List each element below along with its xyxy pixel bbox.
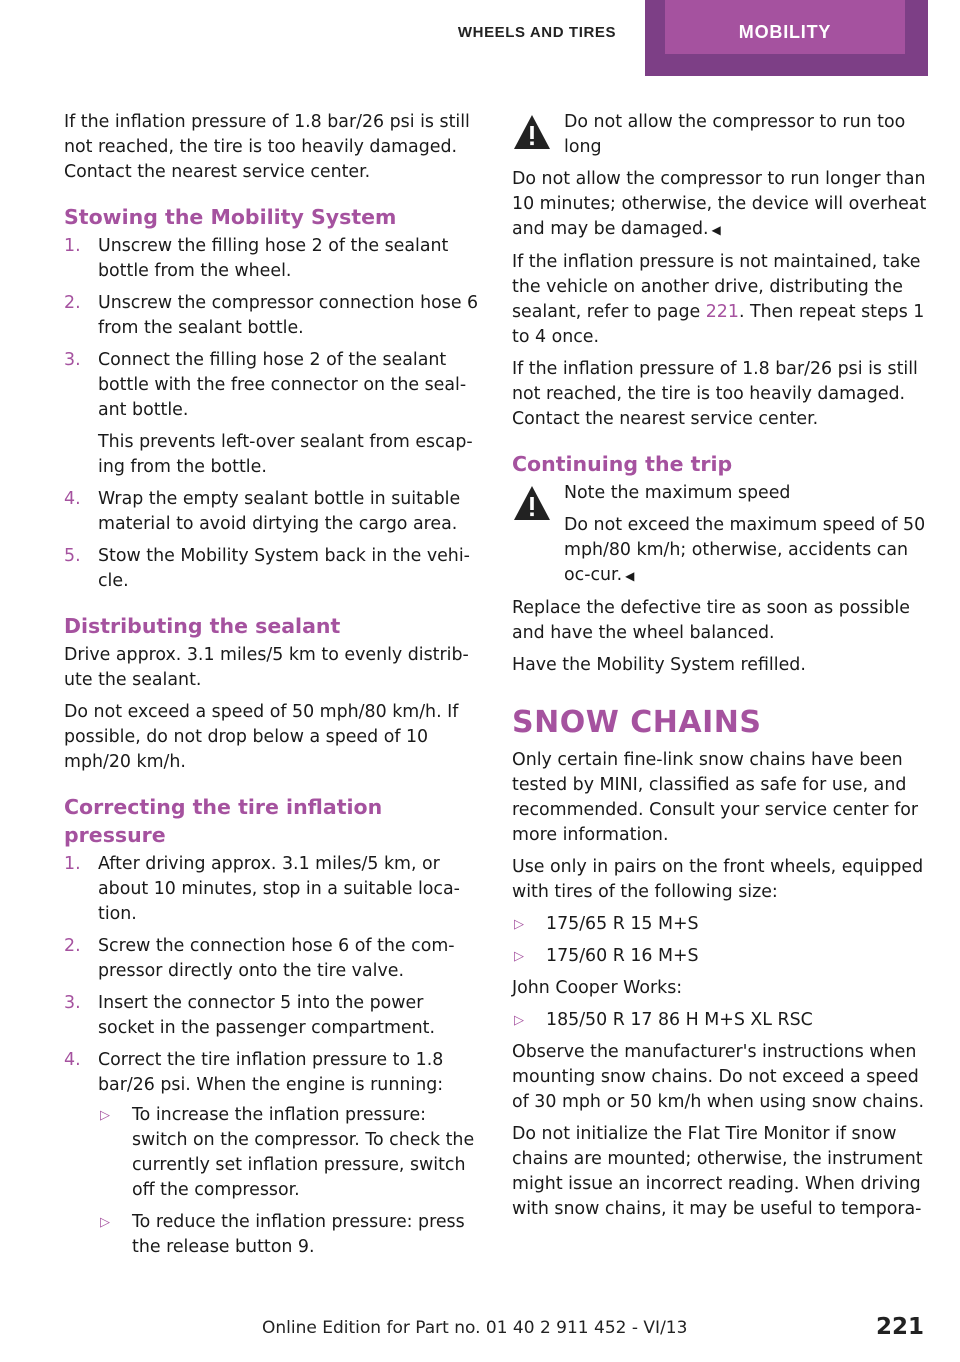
warning-body-first-line: Do not exceed the maximum speed of 50 mph/80 km/h; otherwise, accidents can oc-cur. ◀ (564, 515, 926, 585)
correcting-steps (64, 852, 484, 1260)
step-text: Screw the connection hose 6 of the com-pressor directly onto the tire valve. (98, 936, 455, 981)
step-number: 1. (64, 236, 81, 256)
flat-tire-monitor-paragraph: Do not initialize the Flat Tire Monitor if snow chains are mounted; otherwise, the instrument might issue an incorrect reading. When driving with snow chains, it may be useful to tempora- (512, 1124, 923, 1219)
intro-paragraph: If the inflation pressure of 1.8 bar/26 psi is still not reached, the tire is too heavily damaged. Contact the nearest service center. (64, 112, 470, 182)
list-item (98, 1210, 484, 1260)
step-number: 4. (64, 1050, 81, 1070)
list-item (64, 852, 484, 927)
step-text: After driving approx. 3.1 miles/5 km, or about 10 minutes, stop in a suitable loca-tion. (98, 854, 460, 924)
list-item (64, 487, 484, 537)
page-reference-link[interactable]: 221 (705, 302, 739, 322)
end-mark-icon: ◀ (711, 223, 721, 237)
list-item (64, 544, 484, 594)
bullet-triangle-icon: ▷ (100, 1215, 110, 1230)
compressor-warning (512, 110, 930, 243)
snow-chains-heading: SNOW CHAINS (512, 705, 762, 740)
warning-title: Note the maximum speed (564, 483, 791, 503)
distributing-paragraph: Drive approx. 3.1 miles/5 km to evenly distrib-ute the sealant. (64, 645, 469, 690)
step-number: 3. (64, 993, 81, 1013)
step-number: 1. (64, 854, 81, 874)
snow-chains-use: Use only in pairs on the front wheels, equipped with tires of the following size: (512, 857, 924, 902)
substep-text: To increase the inflation pressure: switch on the compressor. To check the currently set inflation pressure, switch off the compressor. (132, 1105, 475, 1200)
tire-size: 175/65 R 15 M+S (546, 914, 699, 934)
replace-tire-paragraph: Replace the defective tire as soon as possible and have the wheel balanced. (512, 598, 910, 643)
list-item (64, 234, 484, 284)
pressure-substeps (98, 1103, 484, 1260)
step-text: Correct the tire inflation pressure to 1.8 bar/26 psi. When the engine is running: (98, 1050, 444, 1095)
end-mark-icon: ◀ (625, 569, 635, 583)
stowing-heading: Stowing the Mobility System (64, 205, 397, 229)
step-text: Unscrew the compressor connection hose 6 from the sealant bottle. (98, 293, 479, 338)
refill-paragraph: Have the Mobility System refilled. (512, 655, 806, 675)
list-item (512, 1008, 930, 1033)
bullet-triangle-icon: ▷ (100, 1108, 110, 1123)
step-text: Connect the filling hose 2 of the sealant bottle with the free connector on the seal-ant bottle. (98, 350, 467, 420)
edition-footer: Online Edition for Part no. 01 40 2 911 452 - VI/13 (262, 1318, 688, 1338)
running-header-section: WHEELS AND TIRES (457, 24, 617, 41)
warning-triangle-icon (512, 483, 552, 523)
not-reached-paragraph: If the inflation pressure of 1.8 bar/26 psi is still not reached, the tire is too heavily damaged. Contact the nearest service center. (512, 359, 918, 429)
jcw-tire-size-list (512, 1008, 930, 1033)
snow-chains-intro: Only certain fine-link snow chains have been tested by MINI, classified as safe for use, and recommended. Consult your service center for more information. (512, 750, 919, 845)
list-item (64, 291, 484, 341)
speed-warning (512, 481, 930, 589)
stowing-steps (64, 234, 484, 594)
step-text: Insert the connector 5 into the power socket in the passenger compartment. (98, 993, 435, 1038)
warning-body: Do not allow the compressor to run longer than 10 minutes; otherwise, the device will overheat and may be damaged. ◀ (512, 169, 927, 239)
distributing-speed-paragraph: Do not exceed a speed of 50 mph/80 km/h. If possible, do not drop below a speed of 10 mph/20 km/h. (64, 702, 459, 772)
chapter-tab (645, 0, 928, 76)
substep-text: To reduce the inflation pressure: press the release button 9. (132, 1212, 465, 1257)
not-maintained-paragraph: If the inflation pressure is not maintained, take the vehicle on another drive, distributing the sealant, refer to page 221. Then repeat steps 1 to 4 once. (512, 252, 925, 347)
step-number: 2. (64, 936, 81, 956)
tire-size: 175/60 R 16 M+S (546, 946, 699, 966)
warning-title: Do not allow the compressor to run too long (564, 112, 906, 157)
page-number: 221 (875, 1314, 924, 1340)
step-number: 4. (64, 489, 81, 509)
bullet-triangle-icon: ▷ (514, 949, 524, 964)
step-number: 5. (64, 546, 81, 566)
list-item (64, 934, 484, 984)
step-number: 2. (64, 293, 81, 313)
list-item (64, 348, 484, 480)
jcw-label: John Cooper Works: (512, 978, 683, 998)
left-column (64, 110, 484, 1267)
list-item (512, 912, 930, 937)
step-number: 3. (64, 350, 81, 370)
chapter-tab-label: MOBILITY (665, 0, 905, 54)
continuing-heading: Continuing the trip (512, 452, 733, 476)
step-text: Stow the Mobility System back in the vehi-cle. (98, 546, 470, 591)
list-item (64, 991, 484, 1041)
list-item (98, 1103, 484, 1203)
right-column (512, 110, 930, 1229)
list-item (64, 1048, 484, 1260)
warning-triangle-icon (512, 112, 552, 152)
list-item (512, 944, 930, 969)
manufacturer-instructions-paragraph: Observe the manufacturer's instructions when mounting snow chains. Do not exceed a speed of 30 mph or 50 km/h when using snow chains. (512, 1042, 925, 1112)
step-note: This prevents left-over sealant from escap-ing from the bottle. (98, 432, 473, 477)
bullet-triangle-icon: ▷ (514, 1013, 524, 1028)
step-text: Wrap the empty sealant bottle in suitable material to avoid dirtying the cargo area. (98, 489, 461, 534)
step-text: Unscrew the filling hose 2 of the sealant bottle from the wheel. (98, 236, 449, 281)
distributing-heading: Distributing the sealant (64, 614, 341, 638)
correcting-heading: Correcting the tire inflation pressure (64, 795, 383, 847)
tire-size: 185/50 R 17 86 H M+S XL RSC (546, 1010, 813, 1030)
tire-size-list (512, 912, 930, 969)
bullet-triangle-icon: ▷ (514, 917, 524, 932)
